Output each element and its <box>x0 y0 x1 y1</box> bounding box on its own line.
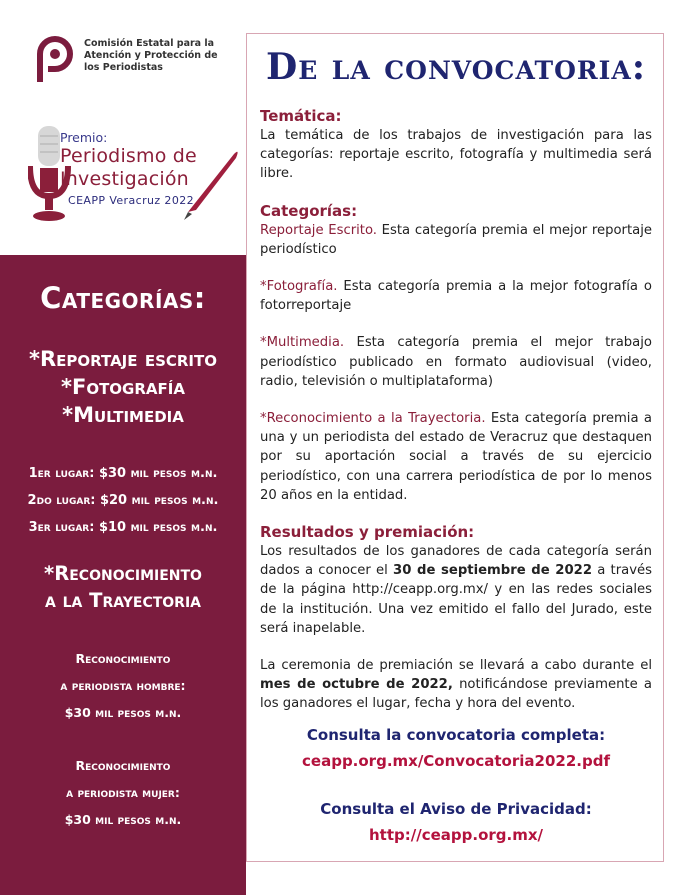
privacy-link-label: Consulta el Aviso de Privacidad: <box>320 800 592 818</box>
sidebar-category: *Multimedia <box>62 403 184 427</box>
page-title: De la convocatoria: <box>265 46 647 88</box>
org-name-line: Atención y Protección de <box>84 50 218 61</box>
sidebar-category: *Fotografía <box>61 375 185 399</box>
award-women <box>0 752 246 833</box>
prize-item: 3er lugar: $10 mil pesos m.n. <box>28 520 218 535</box>
ceremonia-text <box>260 656 652 714</box>
categories-sidebar <box>0 255 246 895</box>
premio-subtitle: CEAPP Veracruz 2022 <box>68 194 195 207</box>
convocatoria-link-block <box>247 726 665 770</box>
ceapp-logo-icon <box>34 34 76 84</box>
privacy-link[interactable]: http://ceapp.org.mx/ <box>369 826 543 844</box>
ceremonia-text-a: La ceremonia de premiación se llevará a cabo durante el <box>260 658 652 674</box>
sidebar-category-list <box>0 345 246 429</box>
category-text: Esta categoría premia el mejor trabajo periodístico publicado en formato audiovisual (video, radio, televisión o multiplataforma) <box>260 335 652 389</box>
ceremonia-date: mes de octubre de 2022, <box>260 677 453 693</box>
category-text: Esta categoría premia el mejor reportaje periodístico <box>260 222 652 257</box>
org-name <box>84 38 244 74</box>
category-name: *Multimedia. <box>260 335 345 351</box>
sidebar-title: Categorías: <box>40 281 206 315</box>
ceremonia-text-b: notificándose previamente a los ganadores el lugar, fecha y hora del evento. <box>260 677 653 712</box>
convocatoria-card <box>246 33 664 862</box>
convocatoria-link-label: Consulta la convocatoria completa: <box>306 726 606 744</box>
premio-title-line2: Investigación <box>60 168 189 190</box>
category-name: *Reconocimiento a la Trayectoria. <box>260 411 486 427</box>
category-text: Esta categoría premia a la mejor fotografía o fotorreportaje <box>260 279 652 314</box>
convocatoria-pdf-link[interactable]: ceapp.org.mx/Convocatoria2022.pdf <box>302 752 610 770</box>
section-heading-categorias: Categorías: <box>260 201 358 220</box>
category-description <box>260 409 652 505</box>
category-name: Reportaje Escrito. <box>260 222 377 238</box>
category-description <box>260 277 652 315</box>
resultados-text <box>260 542 652 638</box>
category-description <box>260 221 652 259</box>
resultados-text-b: a través de la página http://ceapp.org.mx/ y en las redes sociales de la institución. Una vez emitido el fallo del Jurado, este será inapelable. <box>260 563 652 636</box>
org-name-line: Comisión Estatal para la <box>84 38 215 49</box>
tematica-text: La temática de los trabajos de investigación para las categorías: reportaje escrito, fotografía y multimedia será libre. <box>260 128 652 182</box>
recognition-heading-line: a la Trayectoria <box>45 589 201 612</box>
section-heading-resultados: Resultados y premiación: <box>260 523 475 542</box>
sidebar-category: *Reportaje escrito <box>28 347 217 371</box>
recognition-heading <box>0 560 246 614</box>
category-name: *Fotografía. <box>260 279 338 295</box>
privacy-link-block <box>247 800 665 844</box>
premio-title-line1: Periodismo de <box>60 145 197 167</box>
prize-item: 2do lugar: $20 mil pesos m.n. <box>27 493 219 508</box>
recognition-heading-line: *Reconocimiento <box>44 562 202 585</box>
award-men <box>0 645 246 726</box>
premio-label: Premio: <box>60 130 108 145</box>
prize-item: 1er lugar: $30 mil pesos m.n. <box>28 466 218 481</box>
category-text: Esta categoría premia a una y un periodista del estado de Veracruz que destaquen por su aportación social a través de su ejercicio periodístico, con una carrera periodística de por lo menos 20 años en la entidad. <box>260 411 652 503</box>
resultados-date: 30 de septiembre de 2022 <box>393 563 592 579</box>
award-line: a periodista mujer: <box>66 785 180 800</box>
prize-list <box>0 460 246 541</box>
org-name-line: los Periodistas <box>84 62 163 73</box>
award-line: Reconocimiento <box>75 758 171 773</box>
premio-logo <box>28 120 243 225</box>
award-line: $30 mil pesos m.n. <box>64 705 182 720</box>
award-line: $30 mil pesos m.n. <box>64 812 182 827</box>
convocatoria-body <box>260 107 652 714</box>
award-line: Reconocimiento <box>75 651 171 666</box>
section-heading-tematica: Temática: <box>260 107 342 125</box>
category-description <box>260 333 652 391</box>
resultados-text-a: Los resultados de los ganadores de cada categoría serán dados a conocer el <box>260 544 652 579</box>
org-logo-block <box>34 34 234 94</box>
award-line: a periodista hombre: <box>60 678 186 693</box>
